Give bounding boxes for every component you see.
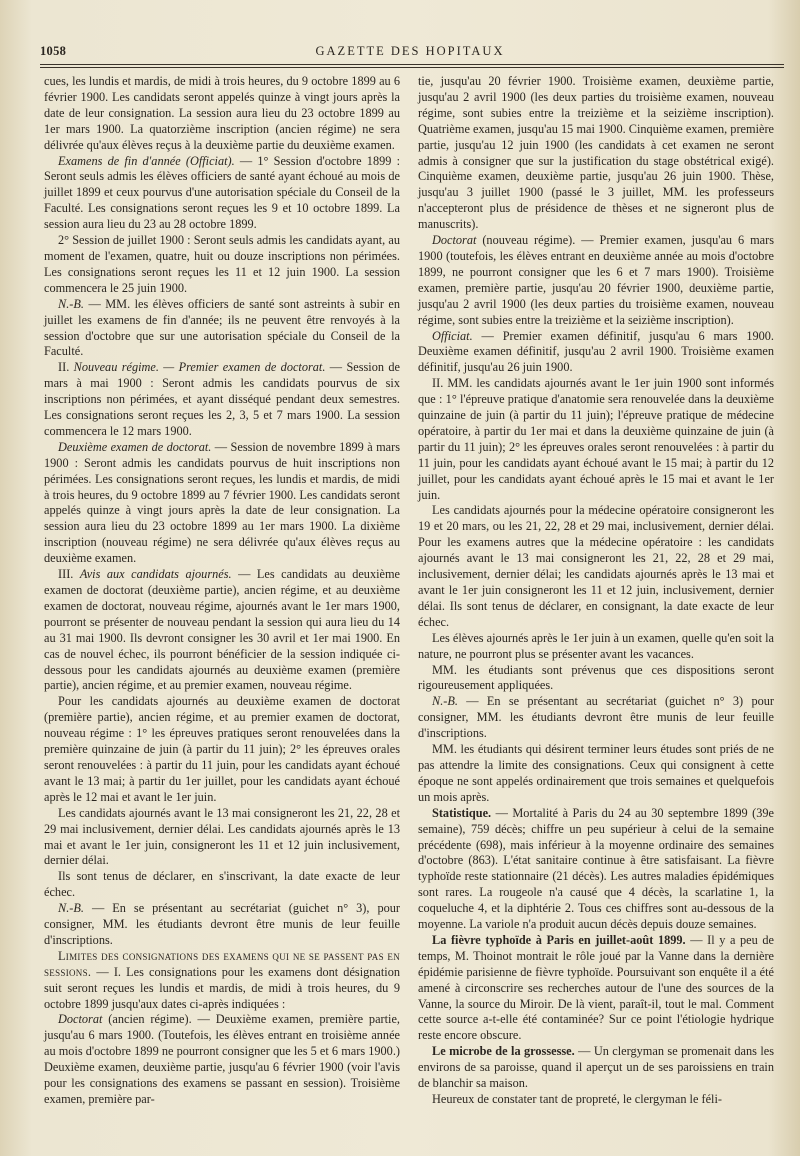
paragraph bbox=[44, 567, 400, 694]
paragraph-text: (ancien régime). — Deuxième examen, première partie, jusqu'au 6 mars 1900. (Toutefois, les élèves entrant en troisième année au mois d'octobre 1899 ne pourront consigner que les 5 et 6 mars 1900.) Deuxième examen, deuxième partie, jusqu'au 6 février 1900 (voir l'avis pour les consignations des examens se passant en session). Troisième examen, première par- bbox=[44, 1012, 400, 1106]
paragraph bbox=[418, 663, 774, 695]
paragraph-text: II. MM. les candidats ajournés avant le 1er juin 1900 sont informés que : 1° l'épreuve pratique d'anatomie sera renouvelée dans la deuxième quinzaine de juin (à partir du 11 juin); l'épreuve pratique de médecine opératoire, à partir du 1er mai et dans la deuxième quinzaine de juin (à partir du 11 juin); 2° les épreuves orales seront renouvelées : à partir du 11 juin, pour les candidats ayant échoué avant le 15 mai; à partir du 12 juillet, pour les candidats ayant échoué après le 15 mai et avant le 1er juin. bbox=[418, 376, 774, 502]
page-header bbox=[40, 44, 780, 64]
header-rule-bottom bbox=[40, 67, 784, 68]
paragraph-text: — MM. les élèves officiers de santé sont astreints à subir en juillet les examens de fin d'année; ils ne peuvent être renvoyés à la session d'octobre que sur une autorisation spéciale du Conseil de la Faculté. bbox=[44, 296, 400, 359]
paragraph bbox=[44, 297, 400, 361]
paragraph-text: Les candidats ajournés avant le 13 mai consigneront les 21, 22, 28 et 29 mai inclusivement, dernier délai. Les candidats ajournés après le 13 mai et avant le 1er juin, consigneront les 11 et 12 juin inclusivement, dernier délai. bbox=[44, 805, 400, 868]
journal-title: GAZETTE DES HOPITAUX bbox=[315, 44, 505, 58]
paragraph-text: MM. les étudiants sont prévenus que ces dispositions seront rigoureusement appliquées. bbox=[418, 662, 774, 693]
paragraph-lead: N.-B. bbox=[432, 694, 458, 709]
paragraph bbox=[44, 233, 400, 297]
paragraph-text: Pour les candidats ajournés au deuxième examen de doctorat (première partie), ancien régime, et au premier examen de doctorat, nouveau régime : 1° les épreuves pratiques seront renouvelées dans la première quinzaine de juin (à partir du 11 juin); 2° les épreuves orales seront renouvelées : à partir du 11 juin, pour les candidats ayant échoué avant le 13 mai; à partir du 1er juillet, pour les candidats ayant échoué après le 12 mai et avant le 1er juin. bbox=[44, 694, 400, 804]
paragraph-text: Les candidats ajournés pour la médecine opératoire consigneront les 19 et 20 mars, ou les 21, 22, 28 et 29 mai, inclusivement, dernier délai. Pour les examens autres que la médecine opératoire : les candidats ajournés avant le 13 mai consigneront les 21, 22, 28 et 29 mai, inclusivement, dernier délai; les candidats ajournés après le 13 mai et avant le 1er juin consigneront les 11 et 12 juin, inclusivement, dernier délai. Ils sont tenus de déclarer, en consignant, la date exacte de leur échec. bbox=[418, 503, 774, 629]
paragraph-lead: Officiat. bbox=[432, 328, 473, 343]
paragraph-text: cues, les lundis et mardis, de midi à trois heures, du 9 octobre 1899 au 6 février 1900. Les candidats seront appelés quinze à vingt jours après la date de leur consignation. La session aura lieu du 23 octobre 1899 au 1er mars 1900. La quatorzième inscription (ancien régime) ne sera délivrée qu'aux élèves reçus à la deuxième partie du deuxième examen. bbox=[44, 74, 400, 152]
left-column bbox=[44, 74, 400, 1108]
paragraph-text: — Les candidats au deuxième examen de doctorat (deuxième partie), ancien régime, et au deuxième examen de doctorat, nouveau régime, ajournés avant le 1er mars 1900, pourront se présenter de nouveau pendant la session qui aura lieu du 14 au 31 mai 1900. Ils devront consigner les 30 avril et 1er mai 1900. En cas de nouvel échec, ils pourront bénéficier de la session indiquée ci-dessous pour les candidats ajournés au deuxième examen (première partie), ancien régime, et au premier examen, nouveau régime. bbox=[44, 567, 400, 693]
paragraph-lead: Nouveau régime. — Premier examen de doctorat. bbox=[73, 360, 326, 375]
paragraph-text: MM. les étudiants qui désirent terminer leurs études sont priés de ne pas attendre la limite des consignations. Ceux qui consignent à cette époque ne sont appelés ordinairement que trois semaines et quelquefois un mois après. bbox=[418, 742, 774, 804]
paragraph bbox=[44, 949, 400, 1013]
paragraph-lead: Avis aux candidats ajournés. bbox=[79, 567, 232, 582]
paragraph-lead: Examens de fin d'année (Officiat). bbox=[58, 153, 235, 168]
article-heading: Le microbe de la grossesse. bbox=[432, 1044, 575, 1059]
paragraph bbox=[418, 1044, 774, 1092]
paragraph bbox=[418, 233, 774, 328]
paragraph-text: Les élèves ajournés après le 1er juin à un examen, quelle qu'en soit la nature, ne pourront plus se présenter avant les vacances. bbox=[418, 630, 774, 661]
paragraph bbox=[418, 631, 774, 663]
page-number: 1058 bbox=[40, 44, 67, 58]
paragraph-lead: N.-B. bbox=[58, 296, 84, 311]
paragraph bbox=[418, 933, 774, 1044]
paragraph-number: III. bbox=[58, 567, 80, 582]
paragraph bbox=[44, 360, 400, 440]
paragraph bbox=[418, 694, 774, 742]
paragraph-text: — Session de mars à mai 1900 : Seront admis les candidats pourvus de six inscriptions non périmées, et ayant disséqué pendant deux semestres. Les consignations seront reçues les 2, 3, 5 et 7 mars 1900. La session commencera le 12 mars 1900. bbox=[44, 360, 400, 438]
paragraph-text: — Premier examen définitif, jusqu'au 6 mars 1900. Deuxième examen définitif, jusqu'au 2 avril 1900. Troisième examen définitif, jusqu'au 26 juin 1900. bbox=[418, 328, 774, 375]
paragraph-text: — En se présentant au secrétariat (guichet n° 3) pour consigner, MM. les étudiants devront être munis de leur feuille d'inscriptions. bbox=[418, 694, 774, 741]
paragraph bbox=[418, 806, 774, 933]
paragraph bbox=[418, 503, 774, 630]
header-rule-top bbox=[40, 64, 784, 65]
paragraph bbox=[418, 74, 774, 233]
paragraph-lead: Doctorat bbox=[58, 1012, 103, 1027]
paragraph bbox=[44, 74, 400, 154]
paragraph bbox=[44, 869, 400, 901]
section-heading: Limites des consignations des examens qui ne se passent pas en sessions. bbox=[44, 948, 400, 979]
paragraph bbox=[418, 742, 774, 806]
paragraph bbox=[44, 1012, 400, 1107]
paragraph-lead: N.-B. bbox=[58, 901, 84, 916]
paragraph-text: — Session de novembre 1899 à mars 1900 : Seront admis les candidats pourvus de huit inscriptions non périmées. Les consignations seront reçues, les lundis et mardis, de midi à trois heures, du 9 octobre 1899 au 7 février 1900. Les candidats seront appelés quinze à vingt jours après la date de leur consignation. La session aura lieu du 23 octobre 1899 au 1er mars 1900. La dixième inscription (nouveau régime) ne sera délivrée qu'aux élèves reçus au deuxième examen. bbox=[44, 439, 400, 566]
paragraph bbox=[44, 806, 400, 870]
right-column bbox=[418, 74, 774, 1108]
paragraph bbox=[44, 901, 400, 949]
paragraph-number: II. bbox=[58, 360, 74, 375]
paragraph bbox=[418, 376, 774, 503]
paragraph-text: — 1° Session d'octobre 1899 : Seront seuls admis les élèves officiers de santé ayant échoué au mois de juillet 1899 et ceux pourvus d'une autorisation spéciale du Conseil de la Faculté. Les consignations seront reçues les 9 et 10 octobre 1899. La session aura lieu du 23 au 28 octobre 1899. bbox=[44, 153, 401, 232]
paragraph-text: — I. Les consignations pour les examens dont désignation suit seront reçues les lundis et mardis, de midi à trois heures, du 9 octobre 1899 jusqu'aux dates ci-après indiquées : bbox=[44, 964, 400, 1011]
paragraph-lead: Doctorat bbox=[432, 233, 477, 248]
article-heading: Statistique. bbox=[432, 805, 492, 820]
paragraph bbox=[44, 440, 400, 567]
article-heading: La fièvre typhoïde à Paris en juillet-août 1899. bbox=[432, 932, 686, 947]
paragraph-text: 2° Session de juillet 1900 : Seront seuls admis les candidats ayant, au moment de l'examen, quatre, huit ou douze inscriptions non périmées. Les consignations seront reçues les 11 et 12 juin 1900. La session commencera le 25 juin 1900. bbox=[44, 233, 400, 295]
paragraph bbox=[44, 154, 400, 234]
paragraph bbox=[418, 1092, 774, 1108]
paragraph-lead: Deuxième examen de doctorat. bbox=[58, 439, 212, 454]
paragraph bbox=[44, 694, 400, 805]
paragraph-text: Ils sont tenus de déclarer, en s'inscrivant, la date exacte de leur échec. bbox=[44, 869, 400, 900]
paragraph-text: Heureux de constater tant de propreté, le clergyman le féli- bbox=[432, 1092, 722, 1106]
paragraph-text: — Un clergyman se promenait dans les environs de sa paroisse, quand il aperçut un de ses paroissiens en train de blanchir sa maison. bbox=[418, 1044, 774, 1091]
paragraph bbox=[418, 329, 774, 377]
paragraph-text: — Il y a peu de temps, M. Thoinot montrait le rôle joué par la Vanne dans la dernière épidémie parisienne de fièvre typhoïde. Poursuivant son enquête il a été amené à circonscrire ses recherches autour de l'une des sources de la Vanne, la source du Miroir. De là vient, paraît-il, tout le mal. Comment cette source a-t-elle été contaminée? Sur ce point l'étiologie hydrique reste encore obscure. bbox=[418, 932, 774, 1043]
paragraph-text: (nouveau régime). — Premier examen, jusqu'au 6 mars 1900 (toutefois, les élèves entrant en deuxième année au mois d'octobre 1899, ne pourront consigner que les 6 et 7 mars 1900). Troisième examen, première partie, jusqu'au 20 février 1900, deuxième partie, jusqu'au 2 avril 1900 (les deux parties du troisième examen, nouveau régime, sont subies entre la treizième et la seizième inscription). bbox=[418, 233, 774, 327]
paragraph-text: tie, jusqu'au 20 février 1900. Troisième examen, deuxième partie, jusqu'au 2 avril 1900 (les deux parties du troisième examen, nouveau régime, sont subies entre la treizième et la seizième inscription). Quatrième examen, jusqu'au 15 mai 1900. Cinquième examen, première partie, jusqu'au 12 juin 1900 (les candidats à cet examen ne seront admis à consigner que sur la justification du stage obstétrical exigé). Cinquième examen, deuxième partie, jusqu'au 26 juin 1900. Thèse, jusqu'au 3 juillet 1900 (passé le 3 juillet, MM. les professeurs n'accepteront plus de présidence de thèses et ne signeront plus de manuscrits). bbox=[418, 74, 774, 232]
paragraph-text: — En se présentant au secrétariat (guichet n° 3), pour consigner, MM. les étudiants devront être munis de leur feuille d'inscriptions. bbox=[44, 901, 400, 947]
paragraph-text: — Mortalité à Paris du 24 au 30 septembre 1899 (39e semaine), 759 décès; chiffre un peu supérieur à celui de la semaine précédente (698), mais inférieur à la moyenne ordinaire des semaines d'octobre (863). L'état sanitaire continue à être satisfaisant. La fièvre typhoïde reste stationnaire (21 décès). Les autres maladies épidémiques sont rares. La rougeole n'a causé que 4 décès, la scarlatine 1, la coqueluche 4, et la diphtérie 2. Tous ces chiffres sont au-dessous de la moyenne. La variole n'a produit aucun décès depuis douze semaines. bbox=[418, 805, 774, 932]
